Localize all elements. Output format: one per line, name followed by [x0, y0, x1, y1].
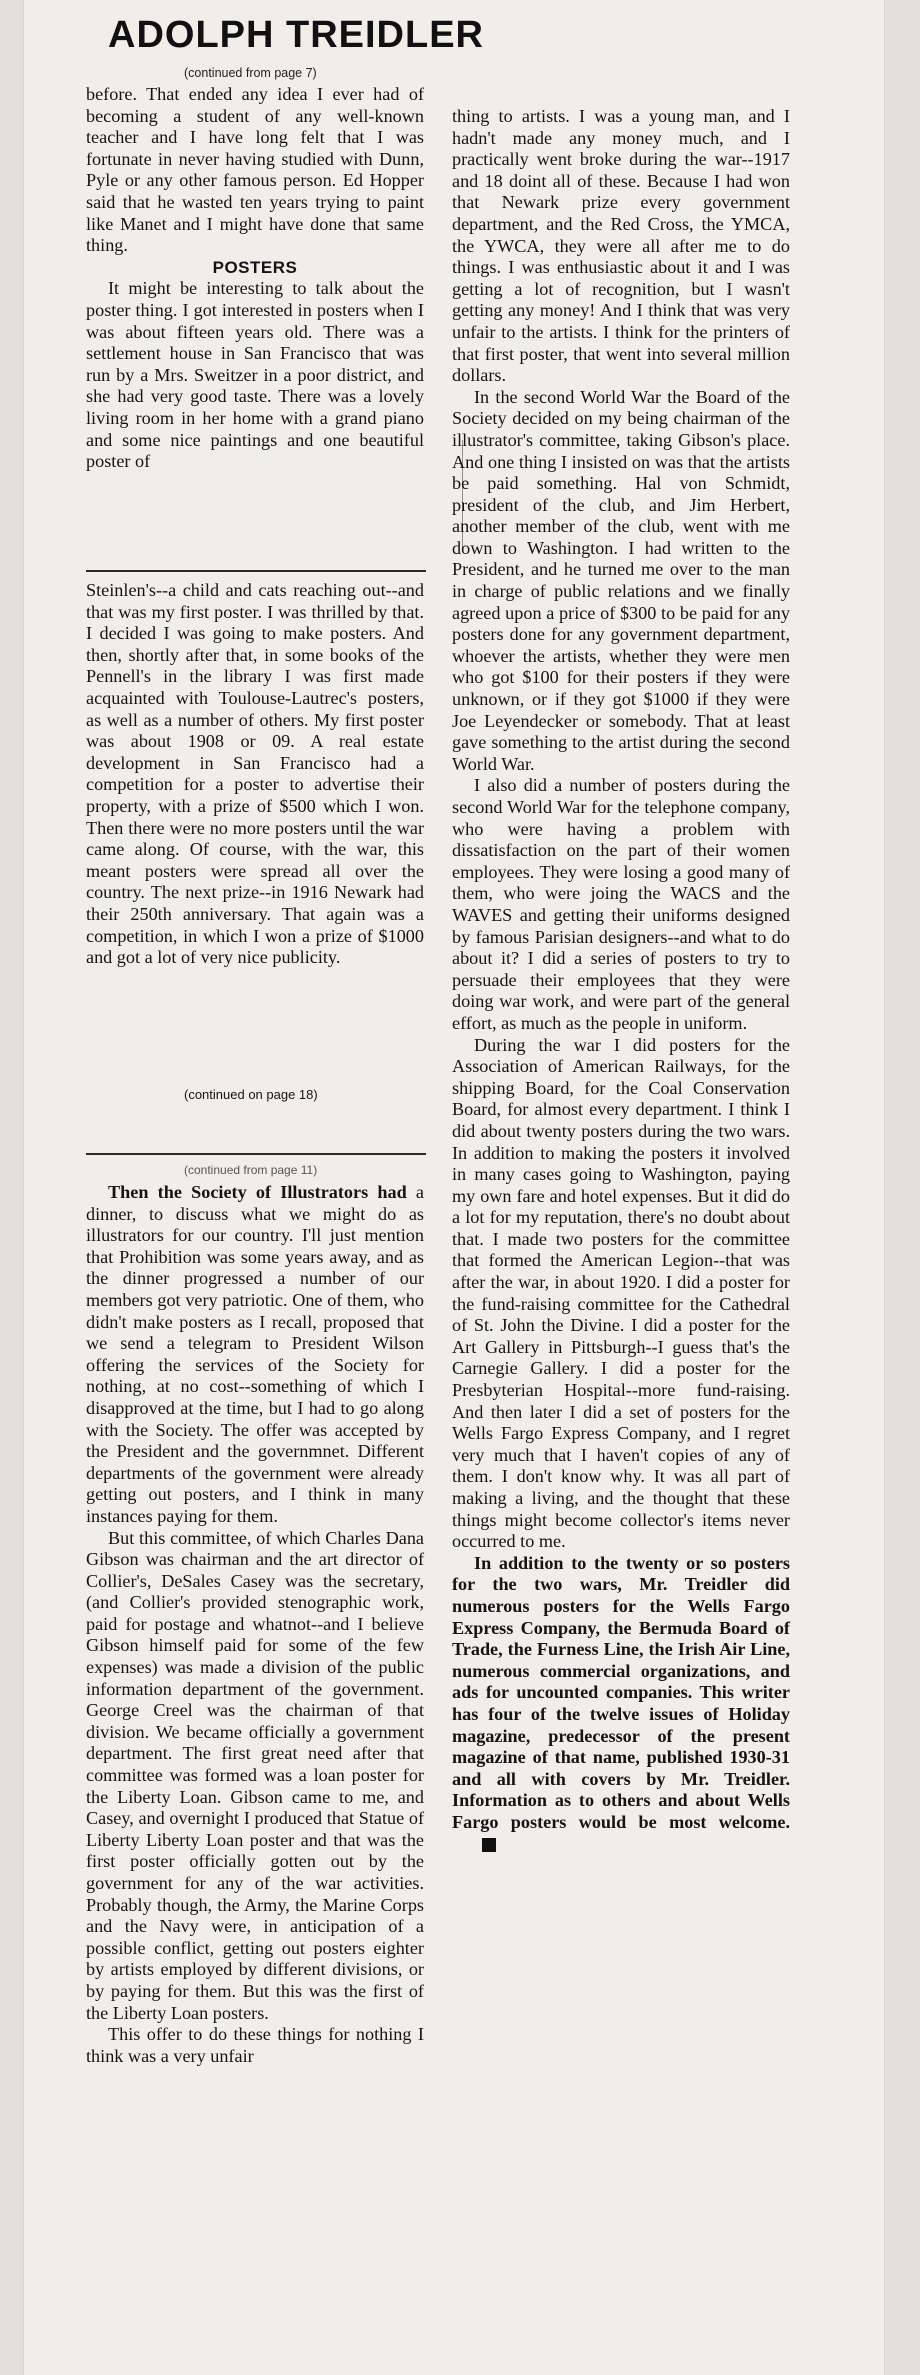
posters-subheading: POSTERS — [212, 257, 298, 277]
offer-paragraph: This offer to do these things for nothing I think was a very unfair — [86, 2024, 424, 2066]
railways-paragraph: During the war I did posters for the Association of American Railways, for the shipping Board, for the Coal Conservation Board, for almost every department. I think I did about twenty posters during the two wars. In addition to making the posters it involved in many cases going to Washington, paying my own fare and hotel expenses. But it did do a lot for my reputation, there's no doubt about that. I made two posters for the committee that formed the American Legion--that was after the war, in about 1920. I did a poster for the fund-raising committee for the Cathedral of St. John the Divine. I did a poster for the Art Gallery in Pittsburgh--I guess that's the Carnegie Gallery. I did a poster for the Presbyterian Hospital--more fund-raising. And then later I did a set of posters for the Wells Fargo Express Company, and I regret very much that I haven't copies of any of them. I don't know why. It was all part of making a living, and the thought that these things might become collector's items never occurred to me. — [452, 1034, 790, 1552]
editor-note-text: In addition to the twenty or so posters for the two wars, Mr. Treidler did numerous posters for the Wells Fargo Express Company, the Bermuda Board of Trade, the Furness Line, the Irish Air Line, numerous commercial organizations, and ads for uncounted companies. This writer has four of the twelve issues of Holiday magazine, predecessor of the present magazine of that name, published 1930-31 and all with covers by Mr. Treidler. Information as to others and about Wells Fargo posters would be most welcome. — [452, 1552, 790, 1832]
article-title: ADOLPH TREIDLER — [108, 14, 484, 56]
end-mark-icon — [482, 1838, 496, 1852]
left-column-bottom — [86, 1182, 424, 2067]
section-rule-top — [86, 570, 426, 572]
telephone-paragraph: I also did a number of posters during the second World War for the telephone company, who were having a problem with dissatisfaction on the part of their women employees. They were losing a good many of them, who were joing the WACS and the WAVES and getting their uniforms designed by famous Parisian designers--and what to do about it? I did a series of posters to try to persuade their employees that they were doing war work, and were part of the general effort, as much as the people in uniform. — [452, 775, 790, 1033]
left-column-top — [86, 84, 424, 473]
committee-paragraph: But this committee, of which Charles Dana Gibson was chairman and the art director of Collier's, DeSales Casey was the secretary, (and Collier's provided stenographic work, paid for postage and whatnot--and I believe Gibson himself paid for some of the few expenses) was made a division of the public information department of the government. George Creel was the chairman of that division. We became officially a government department. The first great need after that committee was formed was a loan poster for the Liberty Loan. Gibson came to me, and Casey, and overnight I produced that Statue of Liberty Liberty Loan poster and that was the first poster officially gotten out by the government for any of the war activities. Probably though, the Army, the Marine Corps and the Navy were, in anticipation of a possible conflict, getting out posters eighter by artists employed by different divisions, or by paying for them. But this was the first of the Liberty Loan posters. — [86, 1527, 424, 2023]
artists-paragraph: thing to artists. I was a young man, and I hadn't made any money much, and I practically went broke during the war--1917 and 18 doint all of these. Because I had won that Newark prize every government department, and the Red Cross, the YMCA, the YWCA, they were all after me to do things. I was enthusiastic about it and I was getting a lot of recognition, but I wasn't getting any money! And I think that was very unfair to the artists. I think for the printers of that first poster, that went into several million dollars. — [452, 106, 790, 386]
steinlen-paragraph: Steinlen's--a child and cats reaching out--and that was my first poster. I was thrilled by that. I decided I was going to make posters. And then, shortly after that, in some books of the Pennell's in the library I was first made acquainted with Toulouse-Lautrec's posters, as well as a number of others. My first poster was about 1908 or 09. A real estate development in San Francisco had a competition for a poster to advertise their property, with a prize of $500 which I won. Then there were no more posters until the war came along. Of course, with the war, this meant posters were spread all over the country. The next prize--in 1916 Newark had their 250th anniversary. That again was a competition, in which I won a prize of $1000 and got a lot of very nice publicity. — [86, 580, 424, 968]
second-war-paragraph: In the second World War the Board of the Society decided on my being chairman of the illustrator's committee, taking Gibson's place. And one thing I insisted on was that the artists be paid something. Hal von Schmidt, president of the club, and Jim Herbert, another member of the club, went with me down to Washington. I had written to the President, and he turned me over to the man in charge of public relations and we finally agreed upon a price of $300 to be paid for any posters done for any government department, whoever the artists, whether they were men who got $100 for their posters if they were unknown, or if they got $1000 if they were Joe Leyendecker or somebody. That at least gave something to the artist during the second World War. — [452, 386, 790, 774]
newsletter-page — [24, 0, 884, 2375]
editor-note — [452, 1553, 790, 1855]
continued-from-note: (continued from page 7) — [184, 66, 317, 80]
right-column — [452, 106, 790, 1855]
left-column-middle — [86, 580, 424, 969]
society-paragraph-rest: a dinner, to discuss what we might do as illustrators for our country. I'll just mention that Prohibition was some years away, and as the dinner progressed a number of our members got very patriotic. One of them, who didn't make posters as I recall, proposed that we send a telegram to President Wilson offering the services of the Society for nothing, at no cost--something of which I disapproved at the time, but I had to go along with the Society. The offer was accepted by the President and the governmnet. Different departments of the government were already getting out posters, and I think in many instances paying for them. — [86, 1182, 424, 1526]
society-lead-in: Then the Society of Illustrators had — [108, 1182, 407, 1202]
section-rule-middle — [86, 1153, 426, 1155]
continued-on-note: (continued on page 18) — [184, 1087, 318, 1102]
society-paragraph — [86, 1182, 424, 1528]
continued-from-faint-note: (continued from page 11) — [184, 1163, 318, 1177]
posters-paragraph: It might be interesting to talk about the poster thing. I got interested in posters when I was about fifteen years old. There was a settlement house in San Francisco that was run by a Mrs. Sweitzer in a poor district, and she had very good taste. There was a lovely living room in her home with a grand piano and some nice paintings and one beautiful poster of — [86, 278, 424, 472]
intro-paragraph: before. That ended any idea I ever had of becoming a student of any well-known teacher and I have long felt that I was fortunate in never having studied with Dunn, Pyle or any other famous person. Ed Hopper said that he wasted ten years trying to paint like Manet and I might have done that same thing. — [86, 84, 424, 256]
